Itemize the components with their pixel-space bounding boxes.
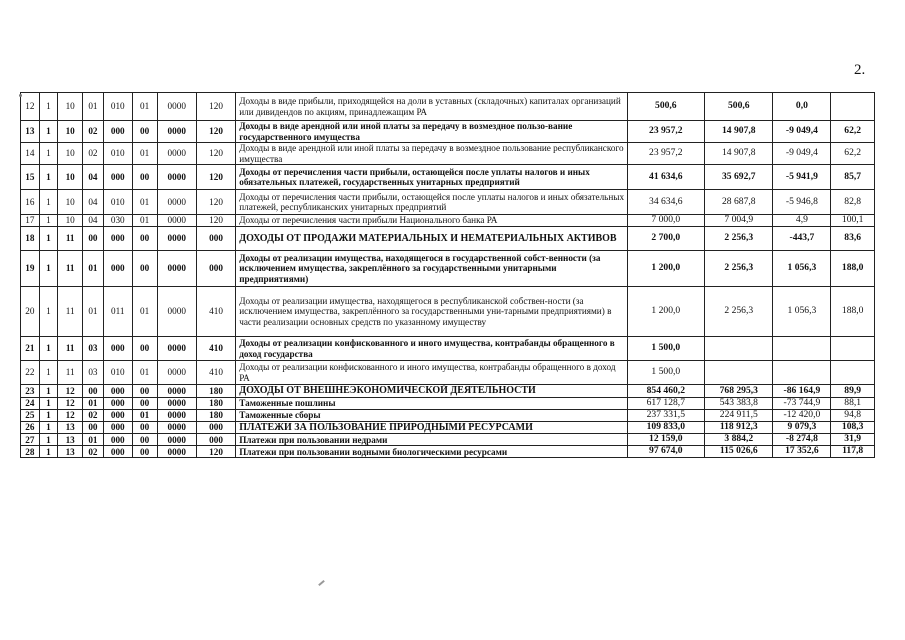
description-cell: Доходы в виде арендной или иной платы за передачу в возмездное пользо-вание государственного имущества <box>236 121 627 143</box>
code-cell-7: 000 <box>196 227 235 251</box>
percent-value-cell: 188,0 <box>831 251 875 287</box>
row-number-cell: 20 <box>21 287 40 337</box>
description-cell: Доходы от реализации имущества, находящегося в республиканской собствен-ности (за исключением имущества, закреплённого за государственными уни-тарными предприятиями) в части реализации основных средств по указанному имуществу <box>236 287 627 337</box>
description-cell: Платежи при пользовании водными биологическими ресурсами <box>236 446 627 458</box>
code-cell-5: 00 <box>132 398 157 410</box>
code-cell-1: 1 <box>39 337 58 361</box>
description-cell: Доходы от перечисления части прибыли, остающейся после уплаты налогов и иных обязательных платежей, республиканских унитарных предприятий <box>236 190 627 215</box>
code-cell-1: 1 <box>39 422 58 434</box>
deviation-value-cell: -12 420,0 <box>773 410 831 422</box>
code-cell-6: 0000 <box>157 143 196 165</box>
code-cell-3: 02 <box>83 446 104 458</box>
code-cell-7: 410 <box>196 287 235 337</box>
plan-value-cell: 23 957,2 <box>627 143 705 165</box>
code-cell-2: 12 <box>58 398 83 410</box>
description-cell: ДОХОДЫ ОТ ВНЕШНЕЭКОНОМИЧЕСКОЙ ДЕЯТЕЛЬНОСТИ <box>236 385 627 398</box>
row-number-cell: 24 <box>21 398 40 410</box>
budget-revenue-table <box>20 92 875 458</box>
code-cell-4: 000 <box>103 398 132 410</box>
row-number-cell: 14 <box>21 143 40 165</box>
code-cell-6: 0000 <box>157 190 196 215</box>
table-body <box>21 93 875 458</box>
code-cell-6: 0000 <box>157 93 196 121</box>
code-cell-5: 00 <box>132 337 157 361</box>
code-cell-5: 00 <box>132 385 157 398</box>
actual-value-cell: 28 687,8 <box>705 190 773 215</box>
code-cell-2: 10 <box>58 143 83 165</box>
code-cell-1: 1 <box>39 361 58 385</box>
code-cell-4: 030 <box>103 215 132 227</box>
table-row <box>21 227 875 251</box>
row-number-cell: 16 <box>21 190 40 215</box>
description-cell: Доходы в виде прибыли, приходящейся на доли в уставных (складочных) капиталах организаций или дивидендов по акциям, принадлежащим РА <box>236 93 627 121</box>
code-cell-6: 0000 <box>157 398 196 410</box>
code-cell-3: 01 <box>83 251 104 287</box>
code-cell-3: 02 <box>83 410 104 422</box>
plan-value-cell: 617 128,7 <box>627 398 705 410</box>
code-cell-3: 04 <box>83 190 104 215</box>
code-cell-1: 1 <box>39 434 58 446</box>
code-cell-7: 000 <box>196 434 235 446</box>
code-cell-1: 1 <box>39 121 58 143</box>
plan-value-cell: 12 159,0 <box>627 434 705 446</box>
plan-value-cell: 1 500,0 <box>627 361 705 385</box>
description-cell: ДОХОДЫ ОТ ПРОДАЖИ МАТЕРИАЛЬНЫХ И НЕМАТЕРИАЛЬНЫХ АКТИВОВ <box>236 227 627 251</box>
row-number-cell: 28 <box>21 446 40 458</box>
actual-value-cell: 2 256,3 <box>705 251 773 287</box>
row-number-cell: 22 <box>21 361 40 385</box>
deviation-value-cell: -5 946,8 <box>773 190 831 215</box>
code-cell-5: 01 <box>132 190 157 215</box>
row-number-cell: 15 <box>21 165 40 190</box>
plan-value-cell: 1 500,0 <box>627 337 705 361</box>
code-cell-3: 04 <box>83 215 104 227</box>
code-cell-4: 010 <box>103 93 132 121</box>
actual-value-cell: 2 256,3 <box>705 287 773 337</box>
code-cell-3: 04 <box>83 165 104 190</box>
code-cell-2: 12 <box>58 410 83 422</box>
code-cell-1: 1 <box>39 446 58 458</box>
deviation-value-cell: -5 941,9 <box>773 165 831 190</box>
table-row <box>21 446 875 458</box>
code-cell-4: 000 <box>103 121 132 143</box>
code-cell-3: 02 <box>83 143 104 165</box>
percent-value-cell <box>831 93 875 121</box>
deviation-value-cell: -9 049,4 <box>773 121 831 143</box>
plan-value-cell: 41 634,6 <box>627 165 705 190</box>
description-cell: Платежи при пользовании недрами <box>236 434 627 446</box>
code-cell-4: 000 <box>103 422 132 434</box>
code-cell-7: 180 <box>196 385 235 398</box>
code-cell-1: 1 <box>39 410 58 422</box>
budget-revenue-table-container <box>20 92 875 458</box>
code-cell-5: 00 <box>132 434 157 446</box>
code-cell-5: 00 <box>132 446 157 458</box>
scan-dot <box>19 94 22 97</box>
code-cell-7: 120 <box>196 93 235 121</box>
code-cell-3: 01 <box>83 398 104 410</box>
code-cell-1: 1 <box>39 227 58 251</box>
code-cell-1: 1 <box>39 251 58 287</box>
percent-value-cell: 85,7 <box>831 165 875 190</box>
table-row <box>21 215 875 227</box>
code-cell-1: 1 <box>39 398 58 410</box>
code-cell-1: 1 <box>39 385 58 398</box>
code-cell-7: 120 <box>196 215 235 227</box>
table-row <box>21 337 875 361</box>
percent-value-cell: 82,8 <box>831 190 875 215</box>
table-row <box>21 165 875 190</box>
percent-value-cell: 89,9 <box>831 385 875 398</box>
code-cell-6: 0000 <box>157 446 196 458</box>
plan-value-cell: 2 700,0 <box>627 227 705 251</box>
actual-value-cell: 500,6 <box>705 93 773 121</box>
code-cell-2: 13 <box>58 422 83 434</box>
code-cell-3: 03 <box>83 337 104 361</box>
plan-value-cell: 1 200,0 <box>627 251 705 287</box>
table-row <box>21 93 875 121</box>
code-cell-2: 11 <box>58 227 83 251</box>
row-number-cell: 26 <box>21 422 40 434</box>
actual-value-cell: 543 383,8 <box>705 398 773 410</box>
code-cell-3: 03 <box>83 361 104 385</box>
code-cell-7: 410 <box>196 337 235 361</box>
table-row <box>21 361 875 385</box>
code-cell-6: 0000 <box>157 422 196 434</box>
percent-value-cell <box>831 337 875 361</box>
actual-value-cell: 35 692,7 <box>705 165 773 190</box>
row-number-cell: 18 <box>21 227 40 251</box>
actual-value-cell: 224 911,5 <box>705 410 773 422</box>
code-cell-4: 000 <box>103 434 132 446</box>
code-cell-3: 01 <box>83 434 104 446</box>
row-number-cell: 23 <box>21 385 40 398</box>
code-cell-6: 0000 <box>157 165 196 190</box>
code-cell-2: 10 <box>58 215 83 227</box>
description-cell: Доходы от перечисления части прибыли Национального банка РА <box>236 215 627 227</box>
table-row <box>21 410 875 422</box>
percent-value-cell: 100,1 <box>831 215 875 227</box>
code-cell-6: 0000 <box>157 227 196 251</box>
code-cell-3: 00 <box>83 422 104 434</box>
plan-value-cell: 1 200,0 <box>627 287 705 337</box>
code-cell-7: 000 <box>196 422 235 434</box>
table-row <box>21 121 875 143</box>
code-cell-2: 10 <box>58 93 83 121</box>
code-cell-1: 1 <box>39 190 58 215</box>
code-cell-5: 01 <box>132 287 157 337</box>
deviation-value-cell: -8 274,8 <box>773 434 831 446</box>
description-cell: Доходы от реализации конфискованного и иного имущества, контрабанды обращенного в доход РА <box>236 361 627 385</box>
code-cell-5: 01 <box>132 215 157 227</box>
code-cell-1: 1 <box>39 143 58 165</box>
row-number-cell: 13 <box>21 121 40 143</box>
percent-value-cell: 117,8 <box>831 446 875 458</box>
description-cell: Доходы в виде арендной или иной платы за передачу в возмездное пользование республиканского имущества <box>236 143 627 165</box>
code-cell-2: 12 <box>58 385 83 398</box>
code-cell-2: 10 <box>58 165 83 190</box>
description-cell: Доходы от перечисления части прибыли, остающейся после уплаты налогов и иных обязательных платежей, государственных унитарных предприятий <box>236 165 627 190</box>
page-number: 2. <box>854 62 866 78</box>
description-cell: Таможенные сборы <box>236 410 627 422</box>
description-cell: Доходы от реализации конфискованного и иного имущества, контрабанды обращенного в доход государства <box>236 337 627 361</box>
code-cell-7: 410 <box>196 361 235 385</box>
row-number-cell: 12 <box>21 93 40 121</box>
percent-value-cell: 62,2 <box>831 121 875 143</box>
table-row <box>21 434 875 446</box>
code-cell-4: 000 <box>103 165 132 190</box>
plan-value-cell: 97 674,0 <box>627 446 705 458</box>
plan-value-cell: 237 331,5 <box>627 410 705 422</box>
code-cell-7: 000 <box>196 251 235 287</box>
plan-value-cell: 34 634,6 <box>627 190 705 215</box>
code-cell-4: 000 <box>103 410 132 422</box>
table-row <box>21 422 875 434</box>
code-cell-4: 010 <box>103 143 132 165</box>
code-cell-6: 0000 <box>157 251 196 287</box>
code-cell-5: 01 <box>132 143 157 165</box>
percent-value-cell: 94,8 <box>831 410 875 422</box>
code-cell-2: 11 <box>58 287 83 337</box>
deviation-value-cell: -443,7 <box>773 227 831 251</box>
actual-value-cell: 768 295,3 <box>705 385 773 398</box>
row-number-cell: 27 <box>21 434 40 446</box>
code-cell-6: 0000 <box>157 215 196 227</box>
code-cell-1: 1 <box>39 287 58 337</box>
code-cell-2: 11 <box>58 361 83 385</box>
code-cell-1: 1 <box>39 93 58 121</box>
percent-value-cell: 83,6 <box>831 227 875 251</box>
code-cell-2: 11 <box>58 337 83 361</box>
row-number-cell: 19 <box>21 251 40 287</box>
deviation-value-cell: 4,9 <box>773 215 831 227</box>
description-cell: Таможенные пошлины <box>236 398 627 410</box>
percent-value-cell: 88,1 <box>831 398 875 410</box>
deviation-value-cell: 1 056,3 <box>773 287 831 337</box>
table-row <box>21 251 875 287</box>
row-number-cell: 21 <box>21 337 40 361</box>
code-cell-5: 00 <box>132 251 157 287</box>
percent-value-cell: 188,0 <box>831 287 875 337</box>
table-row <box>21 287 875 337</box>
code-cell-7: 120 <box>196 121 235 143</box>
code-cell-6: 0000 <box>157 121 196 143</box>
code-cell-6: 0000 <box>157 361 196 385</box>
code-cell-3: 00 <box>83 385 104 398</box>
code-cell-2: 10 <box>58 121 83 143</box>
plan-value-cell: 23 957,2 <box>627 121 705 143</box>
percent-value-cell <box>831 361 875 385</box>
plan-value-cell: 7 000,0 <box>627 215 705 227</box>
code-cell-4: 011 <box>103 287 132 337</box>
actual-value-cell: 14 907,8 <box>705 143 773 165</box>
code-cell-2: 11 <box>58 251 83 287</box>
scan-mark <box>318 580 325 586</box>
code-cell-2: 13 <box>58 446 83 458</box>
code-cell-5: 00 <box>132 165 157 190</box>
code-cell-7: 120 <box>196 165 235 190</box>
code-cell-7: 120 <box>196 446 235 458</box>
deviation-value-cell <box>773 337 831 361</box>
code-cell-7: 120 <box>196 143 235 165</box>
code-cell-2: 10 <box>58 190 83 215</box>
description-cell: Доходы от реализации имущества, находящегося в государственной собст-венности (за исключением имущества, закреплённого за государственными унитарными предприятиями) <box>236 251 627 287</box>
actual-value-cell: 7 004,9 <box>705 215 773 227</box>
code-cell-3: 01 <box>83 287 104 337</box>
deviation-value-cell: -73 744,9 <box>773 398 831 410</box>
deviation-value-cell: 9 079,3 <box>773 422 831 434</box>
percent-value-cell: 108,3 <box>831 422 875 434</box>
code-cell-6: 0000 <box>157 410 196 422</box>
deviation-value-cell: -9 049,4 <box>773 143 831 165</box>
code-cell-7: 180 <box>196 398 235 410</box>
code-cell-2: 13 <box>58 434 83 446</box>
code-cell-4: 000 <box>103 337 132 361</box>
code-cell-4: 010 <box>103 361 132 385</box>
actual-value-cell <box>705 361 773 385</box>
code-cell-5: 01 <box>132 93 157 121</box>
code-cell-5: 01 <box>132 410 157 422</box>
row-number-cell: 25 <box>21 410 40 422</box>
table-row <box>21 143 875 165</box>
table-row <box>21 190 875 215</box>
actual-value-cell: 118 912,3 <box>705 422 773 434</box>
code-cell-3: 00 <box>83 227 104 251</box>
actual-value-cell: 2 256,3 <box>705 227 773 251</box>
deviation-value-cell: 1 056,3 <box>773 251 831 287</box>
code-cell-1: 1 <box>39 215 58 227</box>
code-cell-4: 000 <box>103 385 132 398</box>
deviation-value-cell <box>773 361 831 385</box>
code-cell-5: 01 <box>132 361 157 385</box>
code-cell-5: 00 <box>132 422 157 434</box>
code-cell-6: 0000 <box>157 287 196 337</box>
code-cell-5: 00 <box>132 227 157 251</box>
code-cell-4: 000 <box>103 446 132 458</box>
actual-value-cell: 115 026,6 <box>705 446 773 458</box>
code-cell-7: 120 <box>196 190 235 215</box>
plan-value-cell: 854 460,2 <box>627 385 705 398</box>
table-row <box>21 385 875 398</box>
code-cell-4: 000 <box>103 251 132 287</box>
code-cell-3: 02 <box>83 121 104 143</box>
deviation-value-cell: -86 164,9 <box>773 385 831 398</box>
percent-value-cell: 62,2 <box>831 143 875 165</box>
code-cell-6: 0000 <box>157 385 196 398</box>
code-cell-4: 000 <box>103 227 132 251</box>
code-cell-1: 1 <box>39 165 58 190</box>
actual-value-cell: 3 884,2 <box>705 434 773 446</box>
plan-value-cell: 109 833,0 <box>627 422 705 434</box>
table-row <box>21 398 875 410</box>
code-cell-5: 00 <box>132 121 157 143</box>
row-number-cell: 17 <box>21 215 40 227</box>
code-cell-3: 01 <box>83 93 104 121</box>
code-cell-4: 010 <box>103 190 132 215</box>
code-cell-7: 180 <box>196 410 235 422</box>
actual-value-cell: 14 907,8 <box>705 121 773 143</box>
actual-value-cell <box>705 337 773 361</box>
code-cell-6: 0000 <box>157 337 196 361</box>
deviation-value-cell: 17 352,6 <box>773 446 831 458</box>
description-cell: ПЛАТЕЖИ ЗА ПОЛЬЗОВАНИЕ ПРИРОДНЫМИ РЕСУРСАМИ <box>236 422 627 434</box>
percent-value-cell: 31,9 <box>831 434 875 446</box>
code-cell-6: 0000 <box>157 434 196 446</box>
deviation-value-cell: 0,0 <box>773 93 831 121</box>
plan-value-cell: 500,6 <box>627 93 705 121</box>
